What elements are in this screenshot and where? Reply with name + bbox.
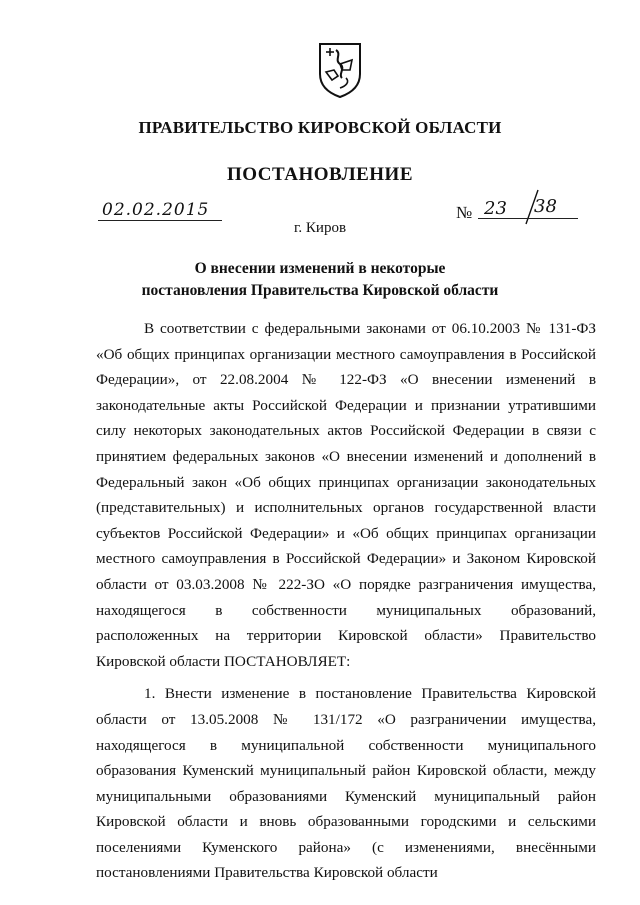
subject-line-1: О внесении изменений в некоторые [194,260,446,277]
number-sign: № [456,203,473,222]
number-underline [478,218,578,219]
subject-line-2: постановления Правительства Кировской области [141,282,499,299]
kirov-oblast-coat-of-arms-icon [316,40,364,100]
body-paragraph-1: В соответствии с федеральными законами от 06.10.2003 № 131-ФЗ «Об общих принципах организации местного самоуправления в Российской Федерации», от 22.08.2004 № 122-ФЗ «О внесении изменений в законодательные акты Российской Федерации и признании утратившими силу некоторых законодательных актов Российской Федерации в связи с принятием федеральных законов «О внесении изменений и дополнений в Федеральный закон «Об общих принципах организации законодательных (представительных) и исполнительных органов государственной власти субъектов Российской Федерации» и «Об общих принципах организации местного самоуправления в Российской Федерации» и Законом Кировской области от 03.03.2008 № 222-ЗО «О порядке разграничения имущества, находящегося в собственности муниципальных образований, расположенных на территории Кировской области» Правительство Кировской области ПОСТАНОВЛЯЕТ: [96,320,596,670]
body-paragraph-2: 1. Внести изменение в постановление Правительства Кировской области от 13.05.2008 № 131/172 «О разграничении имущества, находящегося в муниципальной собственности муниципального образования Куменский муниципальный район Кировской области, между муниципальными образованиями Куменский муниципальный район Кировской области и вновь образованными городскими и сельскими поселениями Куменского района» (с изменениями, внесёнными постановлениями Правительства Кировской области [96,685,596,882]
number-part-1: 23 [484,198,507,219]
number-part-2: 38 [534,196,557,217]
document-type: ПОСТАНОВЛЕНИЕ [226,164,414,185]
date-value: 02.02.2015 [102,200,210,220]
city: г. Киров [293,220,347,236]
document-subject [0,258,640,302]
document-body [96,316,596,893]
government-title: ПРАВИТЕЛЬСТВО КИРОВСКОЙ ОБЛАСТИ [138,118,502,137]
